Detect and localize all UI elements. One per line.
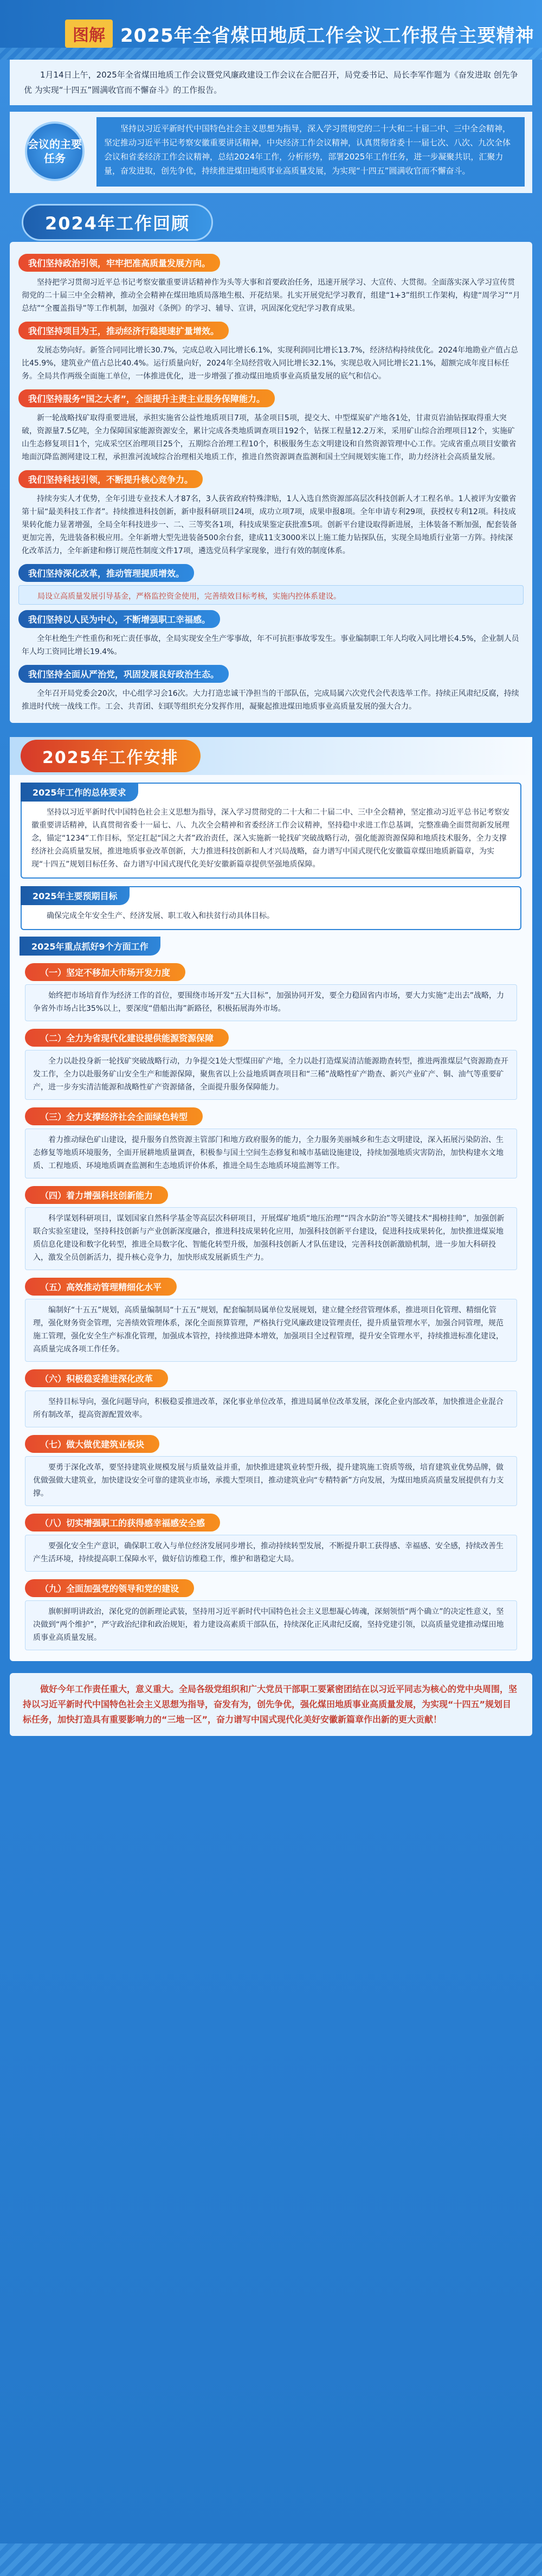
task-text: 坚持目标导向，强化问题导向，积极稳妥推进改革，深化事业单位改革，推进局属单位改革发展，深化企业内部改革，加快推进企业混合所有制改革，提高资源配置效率。 xyxy=(25,1390,517,1427)
review-item xyxy=(18,389,524,465)
task-heading: （七）做大做优建筑业板块 xyxy=(25,1435,159,1453)
targets-block xyxy=(21,886,521,930)
tujie-badge: 图解 xyxy=(65,20,113,48)
review-item-heading: 我们坚持以人民为中心，不断增强职工幸福感。 xyxy=(18,610,220,628)
block-text: 确保完成全年安全生产、经济发展、职工收入和扶贫行动具体目标。 xyxy=(47,912,274,920)
review-item-text: 发展态势向好。新签合同同比增长30.7%，完成总收入同比增长6.1%，实现利润同比增长13.7%，经济结构持续优化。2024年地勘业产值占总比45.9%，建筑业产值占总比40.4%。运行质量向好，2024年全局经营收入同比增长32.1%，实现总收入同比增长21.1%，超额完成年度目标任务。全局共作两级全面施工单位，一体推进优化，进一步增强了推动煤田地质事业高质量发展的底气和信心。 xyxy=(22,346,519,381)
review-item xyxy=(18,322,524,384)
review-item-heading: 我们坚持政治引领，牢牢把准高质量发展方向。 xyxy=(18,254,220,272)
main-task-badge: 会议的主要任务 xyxy=(25,121,85,181)
review-item-text: 全年杜绝生产性重伤和死亡责任事故，全局实现安全生产零事故，年不可抗拒事故零发生。事业编制职工年人均收入同比增长4.5%，企业制人员年人均工资同比增长19.4%。 xyxy=(22,635,519,656)
review-item xyxy=(18,254,524,316)
task-heading: （八）切实增强职工的获得感幸福感安全感 xyxy=(25,1514,220,1531)
review-header xyxy=(0,203,542,242)
task-text: 着力推动绿色矿山建设，提升服务自然资源主管部门和地方政府服务的能力，全力服务美丽城乡和生态文明建设，深入拓展污染防治、生态修复等地质环境服务，全面开展耕地质量调查，积极参与国土空间生态修复和城市基础设施建设，持续加强地质灾害防治，加快构建水文地质、工程地质、环境地质调查监测和生态地质评价体系，推进全局生态地质环境监测等工作。 xyxy=(25,1129,517,1178)
requirements-block xyxy=(21,783,521,879)
task-item xyxy=(25,1369,517,1427)
task-item xyxy=(25,1514,517,1572)
task-heading: （二）全力为省现代化建设提供能源资源保障 xyxy=(25,1029,229,1047)
key-tasks-block xyxy=(21,938,521,956)
review-item-text: 新一轮战略找矿取得重要进展，承担实施省公益性地质项目7项，基金项目5项，提交大、中型煤炭矿产地各1处，甘肃页岩油钻探取得重大突破，资源量7.5亿吨，全力保障国家能源资源安全，累计完成各类地质调查项目192个，钻探工程量12.2万米，采用矿山综合治理项目12个，实施矿山生态修复项目1个，完成采空区治理项目25个，五期综合治理工程10个，积极服务生态文明建设和自然资源管理中心工作。完成省重点项目安徽省地面沉降监测网建设工程，承担淮河流域综合治理相关地质工作，推进自然资源调查监测和国土空间规划实施工作，助力经济社会高质量发展。 xyxy=(22,414,517,462)
review-item-text: 局设立高质量发展引导基金，严格监控资金使用，完善绩效目标考核，实施内控体系建设。 xyxy=(18,585,524,605)
work-2025-title: 2025年工作安排 xyxy=(21,740,201,772)
task-item xyxy=(25,1029,517,1100)
task-text: 始终把市场培育作为经济工作的首位，要围绕市场开发“五大目标”，加强协同开发，要全力稳固省内市场，要大力实施“走出去”战略，力争省外市场占比35%以上，要深度“借船出海”新路径，积极拓展海外市场。 xyxy=(25,984,517,1021)
task-item xyxy=(25,1579,517,1650)
task-item xyxy=(25,1107,517,1178)
review-item-heading: 我们坚持项目为王，推动经济行稳提速扩量增效。 xyxy=(18,322,229,339)
task-text: 科学谋划科研项目，谋划国家自然科学基金等高层次科研项目，开展煤矿地质“地压治理”“四含水防治”等关键技术“揭榜挂帅”，加强创新联合实验室建设，坚持科技创新与产业创新深度融合，推进科技成果转化应用，加强科技创新平台建设，促进科技成果转化，加快推进煤炭地质信息化建设和数字化转型，推进全局数字化、智能化转型升级，加强科技创新人才队伍建设，完善科技创新激励机制，进一步加大科研投入，激发全员创新活力，提升核心竞争力，加快形成发展新质生产力。 xyxy=(25,1207,517,1270)
task-heading: （五）高效推动管理精细化水平 xyxy=(25,1278,177,1296)
task-text: 要强化安全生产意识，确保职工收入与单位经济发展同步增长，推动持续转型发展，不断提升职工获得感、幸福感、安全感，持续改善生产生活环境，持续提高职工保障水平，做好信访维稳工作，维护和谐稳定大局。 xyxy=(25,1535,517,1572)
task-heading: （九）全面加强党的领导和党的建设 xyxy=(25,1579,194,1597)
review-item xyxy=(18,564,524,605)
page-title: 2025年全省煤田地质工作会议工作报告主要精神 xyxy=(120,24,534,47)
task-text: 全力以赴投身新一轮找矿突破战略行动，力争提交1处大型煤田矿产地，全力以赴打造煤炭清洁能源勘查转型，推进两淮煤层气资源勘查开发工作，全力以赴服务矿山安全生产和能源保障，聚焦省以上公益地质调查项目和“三稀”战略性矿产勘查、新兴产业矿产、铜、油气等重要矿产，进一步夯实清洁能源和战略性矿产资源储备，全面提升服务保障能力。 xyxy=(25,1050,517,1100)
block-text: 坚持以习近平新时代中国特色社会主义思想为指导，深入学习贯彻党的二十大和二十届二中、三中全会精神，坚定推动习近平总书记考察安徽重要讲话精神，认真贯彻省委十一届七、八、九次全会精神和省委经济工作会议精神，坚持稳中求进工作总基调，完整准确全面贯彻新发展理念，锚定“1234”工作目标，坚定扛起“国之大者”政治责任，深入实施新一轮找矿突破战略行动，强化能源资源保障和地质技术服务，全力支撑经济社会高质量发展，推进地质事业改革创新，大力推进科技创新和人才兴局战略，奋力谱写中国式现代化安徽篇章煤田地质新篇章，为实现“十四五”规划目标任务、奋力谱写中国式现代化美好安徽新篇章提供坚强地质保障。 xyxy=(31,808,509,869)
task-item xyxy=(25,1186,517,1270)
review-item xyxy=(18,610,524,659)
work-2025-header xyxy=(10,737,532,775)
task-text: 要勇于深化改革，要坚持建筑业规模发展与质量效益并重，加快推进建筑业转型升级，提升建筑施工资质等级，培育建筑业优势品牌，做优做强做大建筑业，加快建设安全可靠的建筑业市场，承揽大型项目，推动建筑业向“专精特新”方向发展，为煤田地质高质量发展提供有力支撑。 xyxy=(25,1456,517,1506)
hero-stripe xyxy=(0,48,542,60)
review-item-text: 全年召开局党委会20次，中心组学习会16次。大力打造忠诚干净担当的干部队伍，完成局属六次党代会代表选举工作。持续正风肃纪反腐，持续推进时代统一战线工作。工会、共青团、妇联等组织充分发挥作用，凝聚起推进煤田地质事业高质量发展的强大合力。 xyxy=(22,689,519,711)
block-heading: 2025年工作的总体要求 xyxy=(21,783,138,802)
work-2025-section xyxy=(10,737,532,1661)
task-heading: （三）全力支撑经济社会全面绿色转型 xyxy=(25,1107,203,1125)
bottom-decoration xyxy=(0,2543,542,2576)
review-item-heading: 我们坚持深化改革，推动管理提质增效。 xyxy=(18,564,194,582)
review-item-heading: 我们坚持全面从严治党，巩固发展良好政治生态。 xyxy=(18,665,229,683)
review-title: 2024年工作回顾 xyxy=(22,204,213,241)
task-heading: （四）着力增强科技创新能力 xyxy=(25,1186,168,1204)
task-item xyxy=(25,1435,517,1506)
task-item xyxy=(25,963,517,1021)
closing-paragraph: 做好今年工作责任重大，意义重大。全局各级党组织和广大党员干部职工要紧密团结在以习近平同志为核心的党中央周围，坚持以习近平新时代中国特色社会主义思想为指导，奋发有为，创先争优，强化煤田地质事业高质量发展，为实现“十四五”规划目标任务，加快打造具有重要影响力的“三地一区”，奋力谱写中国式现代化美好安徽新篇章作出新的更大贡献！ xyxy=(10,1673,532,1736)
review-item-heading: 我们坚持科技引领，不断提升核心竞争力。 xyxy=(18,470,203,488)
review-item-text: 持续夯实人才优势，全年引进专业技术人才87名，3人获省政府特殊津贴，1人入选自然资源部高层次科技创新人才工程名单。1人被评为安徽省第十届“最美科技工作者”。持续推进科技创新，新申报科研项目24项，成功立项7项，成果申报8项。全年申请专利29项，获授权专利12项。科技成果转化能力显著增强，全局全年科技进步一、二、三等奖各1项，科技成果鉴定获批准5项。创新平台建设取得新进展，主体装备不断加强，配套装备更加完善，先进装备积极应用。全年新增大型先进装备500余台套，建成11支3000米以上施工能力钻探队伍，实现全局地质行业第一方阵。持续深化改革活力，全年新建和修订规范性制度文件17项，遴选党员科学家现象，进行有效的制度体系。 xyxy=(22,495,517,555)
hero-banner xyxy=(0,0,542,60)
block-heading: 2025年主要预期目标 xyxy=(21,886,130,905)
main-task-section xyxy=(10,112,532,193)
task-item xyxy=(25,1278,517,1362)
task-heading: （一）坚定不移加大市场开发力度 xyxy=(25,963,185,981)
review-item xyxy=(18,470,524,559)
review-section xyxy=(10,242,532,723)
main-task-text: 坚持以习近平新时代中国特色社会主义思想为指导，深入学习贯彻党的二十大和二十届二中、三中全会精神，坚定推动习近平书记考察安徽重要讲话精神，中央经济工作会议精神，认真贯彻省委十一届七次、八次、九次全体会议和省委经济工作会议精神，总结2024年工作，分析形势，部署2025年工作任务，进一步凝聚共识，汇聚力量，奋发进取，创先争优，持续推进煤田地质事业高质量发展，为实现“十四五”圆满收官而不懈奋斗。 xyxy=(96,117,525,187)
task-text: 编制好“十五五”规划，高质量编制局“十五五”规划，配套编制局属单位发展规划，建立健全经营管理体系，推进项目化管理、精细化管理，强化财务资金管理，完善绩效管理体系，深化全面预算管理，严格执行党风廉政建设管理责任，提升质量管理水平，加强合同管理，规范施工管理，强化安全生产标准化管理，加强成本管控，持续推进降本增效，加强项目全过程管理，提升安全管理水平，持续推进标准化建设，高质量完成各项工作任务。 xyxy=(25,1299,517,1362)
task-heading: （六）积极稳妥推进深化改革 xyxy=(25,1369,168,1387)
key-tasks-heading: 2025年重点抓好9个方面工作 xyxy=(20,937,160,956)
intro-paragraph: 1月14日上午，2025年全省煤田地质工作会议暨党风廉政建设工作会议在合肥召开，局党委书记、局长李军作题为《奋发进取 创先争优 为实现“十四五”圆满收官而不懈奋斗》的工作报告。 xyxy=(10,60,532,105)
review-item-text: 坚持把学习贯彻习近平总书记考察安徽重要讲话精神作为头等大事和首要政治任务，迅速开展学习、大宣传、大贯彻。全面落实深入学习宣传贯彻党的二十届三中全会精神，推动全会精神在煤田地质局落地生根、开花结果。扎实开展党纪学习教育，组建“1+3”组织工作架构，构建“周学习”“月总结”“全覆盖指导”等工作机制，加强对《条例》的学习、辅导、宣讲，巩固深化党纪学习教育成果。 xyxy=(22,278,520,313)
task-text: 旗帜鲜明讲政治，深化党的创新理论武装，坚持用习近平新时代中国特色社会主义思想凝心铸魂，深刻领悟“两个确立”的决定性意义，坚决做到“两个维护”，严守政治纪律和政治规矩，着力建设高素质干部队伍，持续深化正风肃纪反腐，坚持党建引领，以高质量党建推动煤田地质事业高质量发展。 xyxy=(25,1600,517,1650)
review-item xyxy=(18,665,524,714)
review-item-heading: 我们坚持服务“国之大者”，全面提升主责主业服务保障能力。 xyxy=(18,389,275,407)
